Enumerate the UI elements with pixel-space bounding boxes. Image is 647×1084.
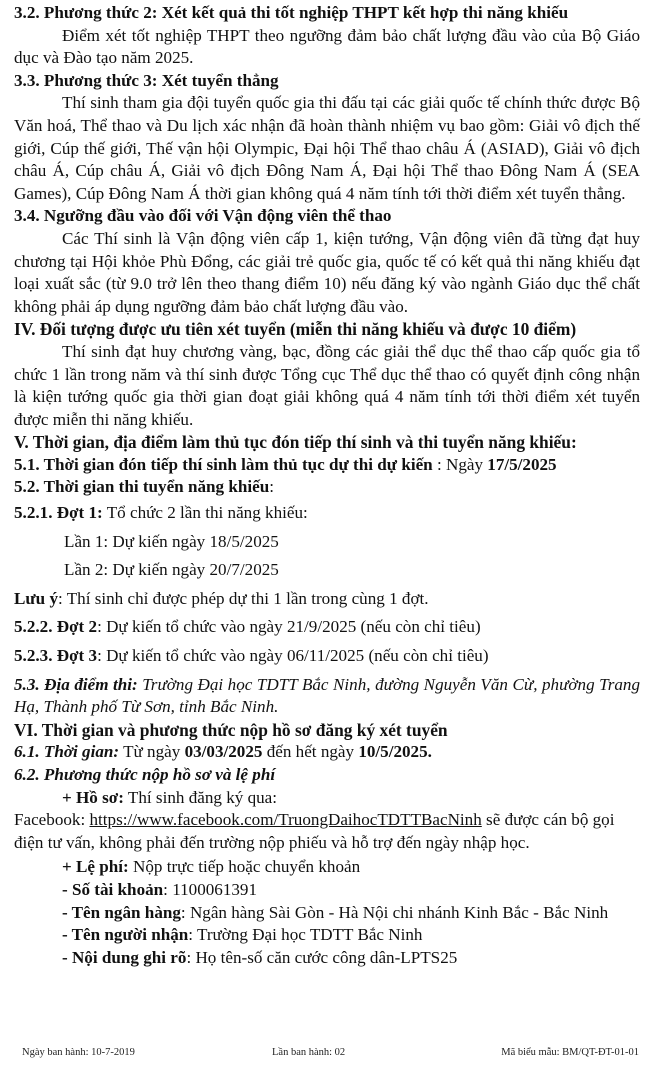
section-5-heading: V. Thời gian, địa điểm làm thủ tục đón tiếp thí sinh và thi tuyển năng khiếu: (14, 432, 577, 453)
fee-label: + Lệ phí: (62, 857, 129, 877)
bank-name-line (14, 902, 640, 925)
round-1-attempt-1: Lần 1: Dự kiến ngày 18/5/2025 (64, 531, 279, 551)
note-line (14, 588, 640, 611)
dossier-label: + Hồ sơ: (62, 787, 124, 807)
section-6-1-b: đến hết ngày (262, 742, 359, 762)
section-4-heading: IV. Đối tượng được ưu tiên xét tuyển (miễn thi năng khiếu và được 10 điểm) (14, 319, 577, 340)
dossier-text: Thí sinh đăng ký qua: (123, 787, 277, 807)
section-5-2-3-label: 5.2.3. Đợt 3 (14, 646, 98, 666)
section-5-2-colon: : (269, 477, 274, 497)
note-label: Lưu ý (14, 588, 58, 608)
facebook-paragraph (14, 809, 640, 854)
section-3-2-heading: 3.2. Phương thức 2: Xét kết quả thi tốt nghiệp THPT kết hợp thi năng khiếu (14, 3, 569, 22)
section-6-heading: VI. Thời gian và phương thức nộp hồ sơ đăng ký xét tuyển (14, 719, 448, 740)
bank-name-label: - Tên ngân hàng (62, 902, 181, 922)
recipient-line (14, 924, 640, 947)
dossier-line (14, 787, 640, 810)
document-page (14, 2, 640, 969)
bank-name-text: : Ngân hàng Sài Gòn - Hà Nội chi nhánh Kinh Bắc - Bắc Ninh (180, 902, 609, 922)
footer-form-code: Mã biểu mẫu: BM/QT-ĐT-01-01 (501, 1047, 639, 1058)
section-5-2-2-text: : Dự kiến tổ chức vào ngày 21/9/2025 (nếu còn chỉ tiêu) (97, 617, 481, 637)
fee-text: Nộp trực tiếp hoặc chuyển khoản (128, 857, 361, 877)
section-3-3-body: Thí sinh tham gia đội tuyển quốc gia thi đấu tại các giải quốc tế chính thức được Bộ Văn hoá, Thể thao và Du lịch xác nhận đã hoàn thành nhiệm vụ bao gồm: Giải vô địch thế giới, Cúp thế giới, Thế vận hội Olympic, Đại hội Thể thao châu Á (ASIAD), Giải vô địch châu Á, Cúp châu Á, Giải vô địch Đông Nam Á, Đại hội Thể thao Đông Nam Á (SEA Games), Cúp Đông Nam Á thời gian không quá 4 năm tính tới thời điểm xét tuyển thẳng. (14, 93, 640, 203)
section-5-3-label: 5.3. Địa điểm thi: (14, 674, 138, 694)
section-3-3-heading: 3.3. Phương thức 3: Xét tuyển thẳng (14, 70, 279, 90)
section-5-2-3-text: : Dự kiến tổ chức vào ngày 06/11/2025 (nếu còn chỉ tiêu) (97, 646, 489, 666)
section-5-3-text: Trường Đại học TDTT Bắc Ninh, đường Nguyễn Văn Cừ, phường Trang Hạ, Thành phố Từ Sơn, tỉnh Bắc Ninh. (14, 674, 640, 717)
section-5-1-date: 17/5/2025 (487, 454, 557, 474)
section-5-1-label: 5.1. Thời gian đón tiếp thí sinh làm thủ tục dự thi dự kiến (14, 454, 433, 474)
section-6-2-heading: 6.2. Phương thức nộp hồ sơ và lệ phí (14, 765, 276, 784)
section-6-1-line (14, 741, 640, 764)
transfer-content-label: - Nội dung ghi rõ (62, 947, 187, 967)
section-5-1-line (14, 454, 640, 477)
section-5-2-1-line (14, 502, 640, 525)
footer-issue-number: Lần ban hành: 02 (272, 1047, 346, 1058)
facebook-text: sẽ được cán bộ gọi điện tư vấn, không phải đến trường nộp phiếu và hỗ trợ đến ngày nhập học. (14, 810, 615, 852)
account-number-line (14, 879, 640, 902)
section-4-body: Thí sinh đạt huy chương vàng, bạc, đồng các giải thể dục thể thao cấp quốc gia tổ chức 1 lần trong năm và thí sinh được Tổng cục Thể dục thể thao có quyết định công nhận là kiện tướng quốc gia thời gian đoạt giải không quá 4 năm tính tới thời điểm xét tuyển được miễn thi năng khiếu. (14, 341, 640, 429)
transfer-content-line (14, 947, 640, 970)
section-5-2-2-label: 5.2.2. Đợt 2 (14, 617, 98, 637)
section-3-2-body: Điểm xét tốt nghiệp THPT theo ngưỡng đảm bảo chất lượng đầu vào của Bộ Giáo dục và Đào tạo năm 2025. (14, 25, 640, 68)
section-5-2-label: 5.2. Thời gian thi tuyển năng khiếu (14, 477, 270, 497)
footer-issue-date: Ngày ban hành: 10-7-2019 (22, 1047, 135, 1058)
section-5-3-line (14, 674, 640, 719)
section-5-2-1-label: 5.2.1. Đợt 1: (14, 503, 103, 523)
transfer-content-text: : Họ tên-số căn cước công dân-LPTS25 (186, 947, 458, 967)
note-text: : Thí sinh chỉ được phép dự thi 1 lần trong cùng 1 đợt. (58, 588, 429, 608)
account-number-text: : 1100061391 (163, 879, 258, 899)
facebook-link[interactable]: https://www.facebook.com/TruongDaihocTDTTBacNinh (89, 810, 482, 830)
section-6-1-a: Từ ngày (119, 742, 185, 762)
fee-line (14, 856, 640, 879)
section-3-4-heading: 3.4. Ngưỡng đầu vào đối với Vận động viên thể thao (14, 206, 392, 226)
section-5-2-2-line (14, 616, 640, 639)
section-6-1-to: 10/5/2025. (358, 742, 432, 762)
recipient-text: : Trường Đại học TDTT Bắc Ninh (188, 925, 423, 945)
recipient-label: - Tên người nhận (62, 925, 189, 945)
section-5-2-line (14, 476, 640, 499)
section-6-1-label: 6.1. Thời gian: (14, 742, 120, 762)
section-5-2-3-line (14, 645, 640, 668)
section-3-4-body: Các Thí sinh là Vận động viên cấp 1, kiện tướng, Vận động viên đã từng đạt huy chương tại Hội khỏe Phù Đổng, các giải trẻ quốc gia, quốc tế có kết quả thi năng khiếu đạt loại xuất sắc (từ 9.0 trở lên theo thang điểm 10) nếu đăng ký vào ngành Giáo dục thể chất không phải áp dụng ngưỡng đảm bảo chất lượng đầu vào. (14, 228, 640, 316)
section-6-1-from: 03/03/2025 (184, 742, 263, 762)
account-number-label: - Số tài khoản (62, 879, 164, 899)
section-5-1-mid: : Ngày (432, 454, 488, 474)
round-1-attempt-2: Lần 2: Dự kiến ngày 20/7/2025 (64, 560, 279, 580)
section-5-2-1-text: Tổ chức 2 lần thi năng khiếu: (102, 503, 308, 523)
facebook-label: Facebook: (14, 810, 90, 830)
